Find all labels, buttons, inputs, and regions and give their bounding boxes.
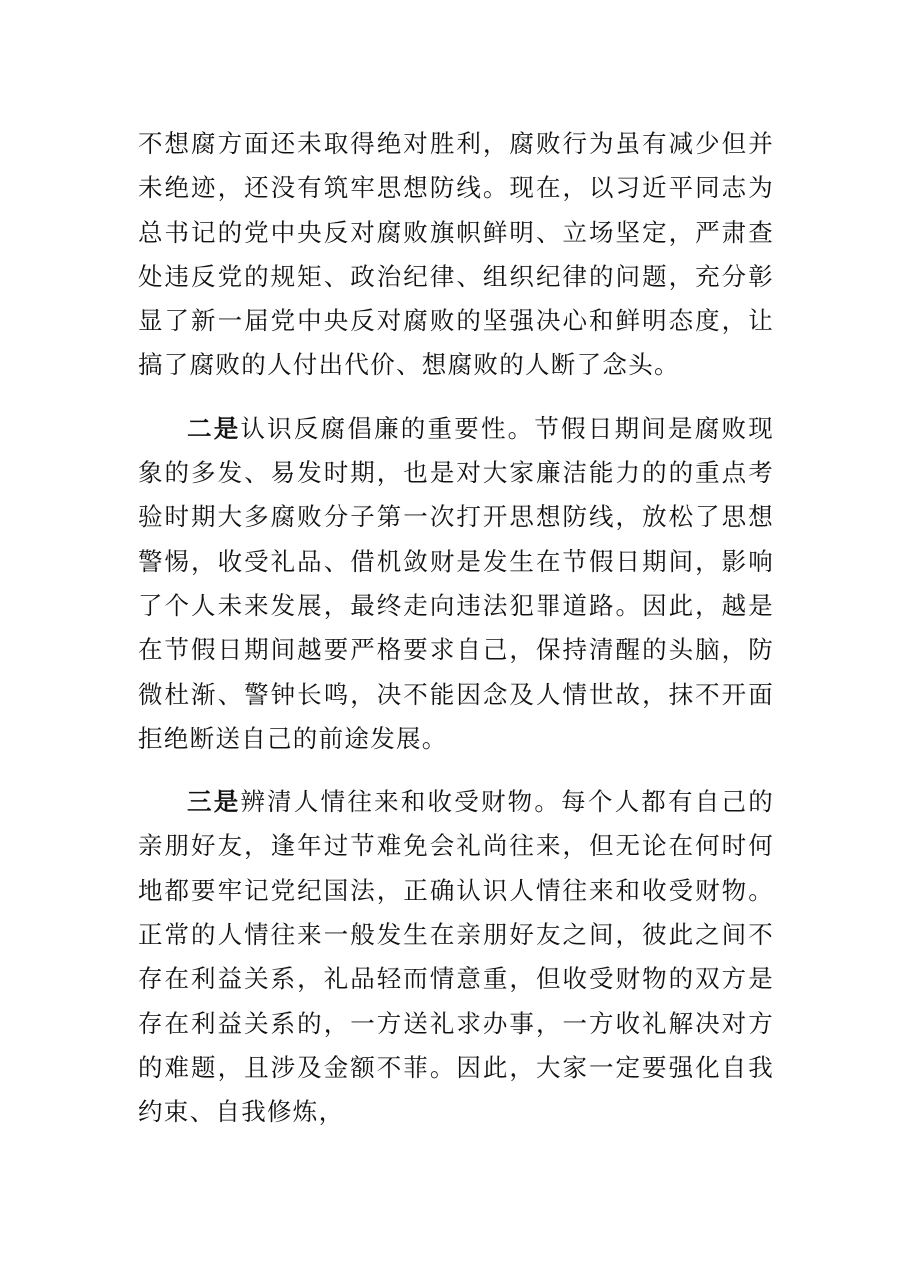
document-page [138, 122, 774, 1135]
paragraph-3-lead: 三是 [187, 787, 241, 817]
paragraph-2-text: 认识反腐倡廉的重要性。节假日期间是腐败现象的多发、易发时期，也是对大家廉洁能力的的重点考验时期大多腐败分子第一次打开思想防线，放松了思想警惕，收受礼品、借机敛财是发生在节假日期间，影响了个人未来发展，最终走向违法犯罪道路。因此，越是在节假日期间越要严格要求自己，保持清醒的头脑，防微杜渐、警钟长鸣，决不能因念及人情世故，抹不开面拒绝断送自己的前途发展。 [138, 413, 774, 753]
paragraph-2-lead: 二是 [187, 413, 241, 443]
paragraph-1-text: 不想腐方面还未取得绝对胜利，腐败行为虽有减少但并未绝迹，还没有筑牢思想防线。现在，以习近平同志为总书记的党中央反对腐败旗帜鲜明、立场坚定，严肃查处违反党的规矩、政治纪律、组织纪律的问题，充分彰显了新一届党中央反对腐败的坚强决心和鲜明态度，让搞了腐败的人付出代价、想腐败的人断了念头。 [138, 129, 774, 380]
paragraph-2 [138, 407, 774, 761]
paragraph-3 [138, 780, 774, 1134]
paragraph-1 [138, 122, 774, 388]
paragraph-3-text: 辨清人情往来和收受财物。每个人都有自己的亲朋好友，逢年过节难免会礼尚往来，但无论在何时何地都要牢记党纪国法，正确认识人情往来和收受财物。正常的人情往来一般发生在亲朋好友之间，彼此之间不存在利益关系，礼品轻而情意重，但收受财物的双方是存在利益关系的，一方送礼求办事，一方收礼解决对方的难题，且涉及金额不菲。因此，大家一定要强化自我约束、自我修炼， [138, 787, 774, 1127]
